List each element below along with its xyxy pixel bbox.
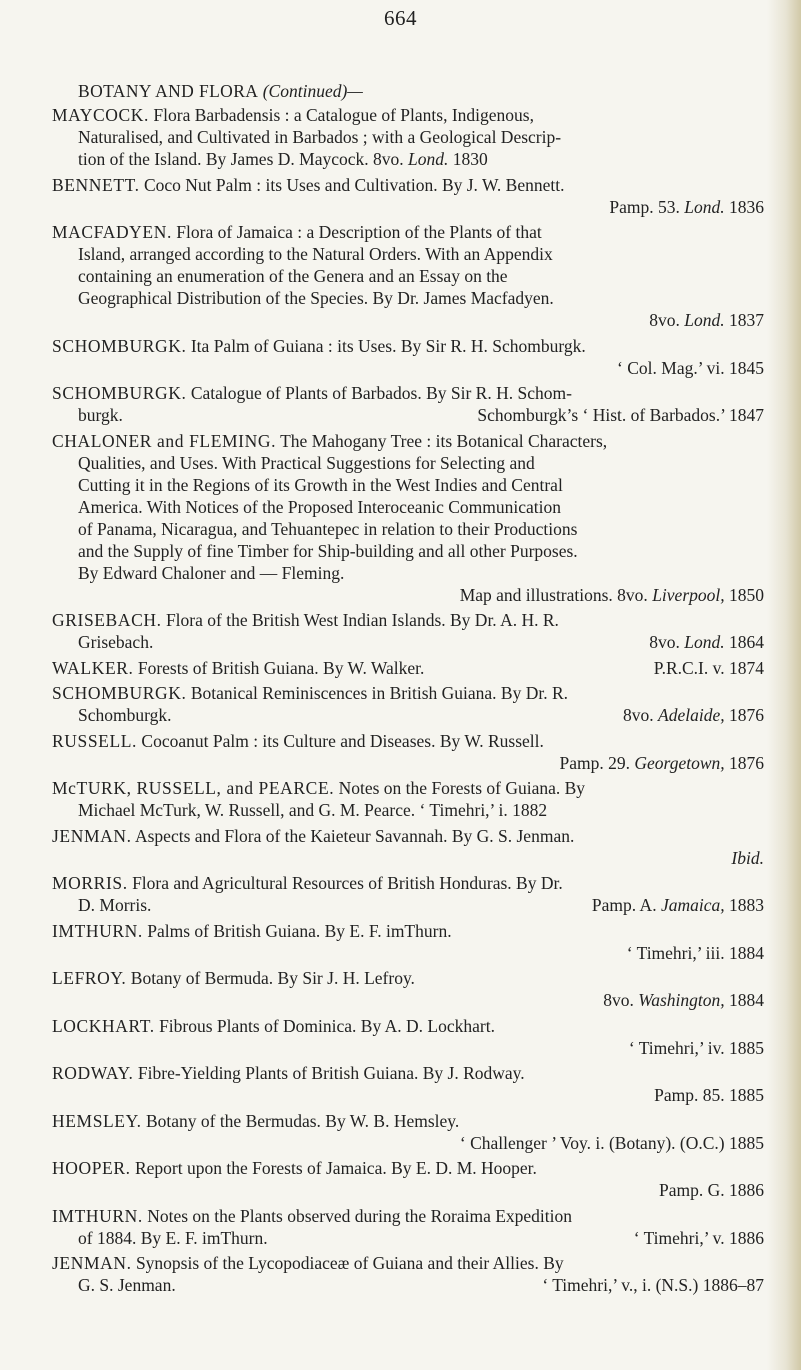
entry-line: By Edward Chaloner and — Fleming. — [78, 562, 345, 583]
entry-line: Geographical Distribution of the Species. By Dr. James Macfadyen. — [78, 288, 554, 308]
entry-line: Pamp. 85. 1885 — [654, 1085, 764, 1105]
entry-author: HOOPER. — [52, 1158, 131, 1178]
entry-line: Qualities, and Uses. With Practical Suggestions for Selecting and — [78, 452, 535, 473]
page-number: 664 — [384, 6, 417, 30]
entry-year: 1876 — [729, 752, 764, 773]
bibliography-entry — [52, 1157, 764, 1201]
entry-place: Ibid. — [731, 847, 764, 868]
entry-author: IMTHURN. — [52, 1205, 143, 1226]
entry-author: McTURK, RUSSELL, and PEARCE. — [52, 778, 335, 798]
entry-line: Schomburgk. — [78, 705, 172, 725]
entry-line: Flora of Jamaica : a Description of the Plants of that — [176, 222, 542, 242]
entry-line: Island, arranged according to the Natural Orders. With an Appendix — [78, 244, 553, 264]
entry-line: ‘ Challenger ’ Voy. i. (Botany). (O.C.) 1885 — [459, 1132, 764, 1153]
bibliography-entry — [52, 682, 764, 726]
bibliography-entry — [52, 1062, 764, 1106]
entry-author: SCHOMBURGK. — [52, 335, 187, 356]
entry-line: Flora of the British West Indian Islands. By Dr. A. H. R. — [165, 610, 559, 630]
entry-author: BENNETT. — [52, 174, 140, 195]
entry-line: America. With Notices of the Proposed Interoceanic Communication — [78, 496, 562, 517]
bibliography-entry — [52, 657, 764, 679]
bibliography-entry — [52, 221, 764, 331]
bibliography-entry — [52, 609, 764, 653]
entry-author: SCHOMBURGK. — [52, 383, 187, 403]
entry-year: 1850 — [729, 584, 764, 605]
entry-line: of Panama, Nicaragua, and Tehuantepec in relation to their Productions — [78, 518, 578, 539]
entry-line: Cocoanut Palm : its Culture and Diseases. By W. Russell. — [141, 730, 544, 751]
bibliography-entry — [52, 1110, 764, 1154]
entry-line: Michael McTurk, W. Russell, and G. M. Pearce. ‘ Timehri,’ i. 1882 — [78, 800, 548, 820]
bibliography-entry — [52, 825, 764, 869]
entry-line: G. S. Jenman. — [78, 1275, 176, 1295]
entry-year: 1883 — [729, 895, 764, 915]
entry-author: MORRIS. — [52, 873, 128, 893]
entry-line: Flora and Agricultural Resources of British Honduras. By Dr. — [132, 873, 563, 893]
entry-line: tion of the Island. By James D. Maycock. 8vo. — [78, 149, 404, 169]
entry-line: 8vo. — [649, 310, 680, 330]
entry-line: Ita Palm of Guiana : its Uses. By Sir R. H. Schomburgk. — [190, 335, 586, 356]
entry-place: Lond. — [684, 310, 725, 330]
entry-line: ‘ Timehri,’ iii. 1884 — [626, 942, 764, 963]
entry-line: Botany of Bermuda. By Sir J. H. Lefroy. — [130, 968, 415, 988]
entry-author: HEMSLEY. — [52, 1110, 142, 1131]
bibliography-entry — [52, 335, 764, 379]
entry-line: Grisebach. — [78, 632, 154, 652]
entry-place: Lond. — [408, 149, 449, 169]
entry-author: SCHOMBURGK. — [52, 683, 187, 703]
bibliography-entry — [52, 730, 764, 774]
entry-author: JENMAN. — [52, 1253, 132, 1273]
entry-author: CHALONER and FLEMING. — [52, 430, 277, 451]
bibliography-entry — [52, 382, 764, 426]
entry-line: D. Morris. — [78, 895, 152, 915]
entry-author: LEFROY. — [52, 968, 127, 988]
entry-line: Catalogue of Plants of Barbados. By Sir R. H. Schom- — [190, 383, 572, 403]
entry-year: 1837 — [729, 310, 764, 330]
entry-line: Fibre-Yielding Plants of British Guiana. By J. Rodway. — [137, 1063, 525, 1083]
entry-line: Forests of British Guiana. By W. Walker. — [137, 657, 425, 678]
entry-author: LOCKHART. — [52, 1015, 155, 1036]
entry-line: containing an enumeration of the Genera and an Essay on the — [78, 266, 508, 286]
entry-line: 8vo. — [623, 705, 654, 725]
entry-place: Adelaide, — [658, 705, 725, 725]
entry-line: of 1884. By E. F. imThurn. — [78, 1227, 268, 1248]
entry-line: P.R.C.I. v. 1874 — [653, 657, 764, 678]
entry-place: Lond. — [684, 196, 725, 217]
entry-place: Georgetown, — [634, 752, 725, 773]
bibliography-entry — [52, 1015, 764, 1059]
bibliography-body — [52, 80, 764, 1300]
entry-line: Aspects and Flora of the Kaieteur Savannah. By G. S. Jenman. — [134, 825, 575, 846]
entry-line: Notes on the Forests of Guiana. By — [338, 778, 586, 798]
entry-line: Report upon the Forests of Jamaica. By E. D. M. Hooper. — [134, 1158, 537, 1178]
section-continued: (Continued)— — [262, 81, 363, 101]
bibliography-entry — [52, 1205, 764, 1249]
entry-line: Pamp. 53. — [609, 196, 680, 217]
entry-year: 1864 — [729, 632, 764, 652]
entry-line: Fibrous Plants of Dominica. By A. D. Lockhart. — [159, 1015, 495, 1036]
entry-place: Lond. — [684, 632, 725, 652]
bibliography-entry — [52, 872, 764, 916]
entry-line: Cutting it in the Regions of its Growth in the West Indies and Central — [78, 474, 563, 495]
page-edge-shading — [767, 0, 801, 1370]
entry-line: Palms of British Guiana. By E. F. imThurn. — [147, 920, 452, 941]
entry-place: Liverpool, — [652, 584, 725, 605]
entry-year: 1830 — [452, 149, 488, 169]
entry-author: JENMAN. — [52, 825, 132, 846]
bibliography-entry — [52, 104, 764, 170]
entry-line: burgk. — [78, 405, 123, 425]
entry-line: Pamp. G. 1886 — [659, 1180, 764, 1200]
entry-line: ‘ Timehri,’ iv. 1885 — [628, 1037, 764, 1058]
entry-line: Coco Nut Palm : its Uses and Cultivation. By J. W. Bennett. — [143, 174, 565, 195]
entry-line: ‘ Timehri,’ v. 1886 — [633, 1227, 764, 1248]
bibliography-entry — [52, 777, 764, 821]
entry-year: 1884 — [729, 990, 764, 1010]
entry-line: and the Supply of fine Timber for Ship-building and all other Purposes. — [78, 540, 578, 561]
bibliography-entry — [52, 430, 764, 606]
entry-line: Botany of the Bermudas. By W. B. Hemsley. — [145, 1110, 460, 1131]
entry-line: 8vo. — [649, 632, 680, 652]
entry-author: RODWAY. — [52, 1063, 134, 1083]
entry-author: MACFADYEN. — [52, 222, 172, 242]
entry-author: IMTHURN. — [52, 920, 143, 941]
entry-line: ‘ Col. Mag.’ vi. 1845 — [617, 357, 764, 378]
entry-place: Washington, — [638, 990, 725, 1010]
entry-line: 8vo. — [603, 990, 634, 1010]
bibliography-entry — [52, 920, 764, 964]
entry-line: Naturalised, and Cultivated in Barbados ; with a Geological Descrip- — [78, 127, 562, 147]
entry-author: GRISEBACH. — [52, 610, 162, 630]
entry-line: Pamp. 29. — [559, 752, 630, 773]
entry-line: Schomburgk’s ‘ Hist. of Barbados.’ 1847 — [477, 405, 764, 425]
entry-author: RUSSELL. — [52, 730, 138, 751]
entry-line: Pamp. A. — [591, 895, 657, 915]
entry-line: Notes on the Plants observed during the Roraima Expedition — [147, 1205, 573, 1226]
entry-line: The Mahogany Tree : its Botanical Characters, — [280, 430, 608, 451]
entry-year: 1836 — [729, 196, 764, 217]
bibliography-entry — [52, 1252, 764, 1296]
entry-line: Map and illustrations. 8vo. — [459, 584, 648, 605]
entry-line: Synopsis of the Lycopodiaceæ of Guiana and their Allies. By — [135, 1253, 564, 1273]
entry-line: ‘ Timehri,’ v., i. (N.S.) 1886–87 — [542, 1275, 764, 1295]
bibliography-entry — [52, 174, 764, 218]
section-heading — [52, 80, 764, 102]
entry-year: 1876 — [729, 705, 764, 725]
section-title: BOTANY AND FLORA — [78, 81, 259, 101]
bibliography-entry — [52, 967, 764, 1011]
entry-author: WALKER. — [52, 657, 134, 678]
entry-line: Flora Barbadensis : a Catalogue of Plants, Indigenous, — [153, 105, 534, 125]
entry-author: MAYCOCK. — [52, 105, 150, 125]
entry-place: Jamaica, — [660, 895, 725, 915]
entry-line: Botanical Reminiscences in British Guiana. By Dr. R. — [190, 683, 569, 703]
